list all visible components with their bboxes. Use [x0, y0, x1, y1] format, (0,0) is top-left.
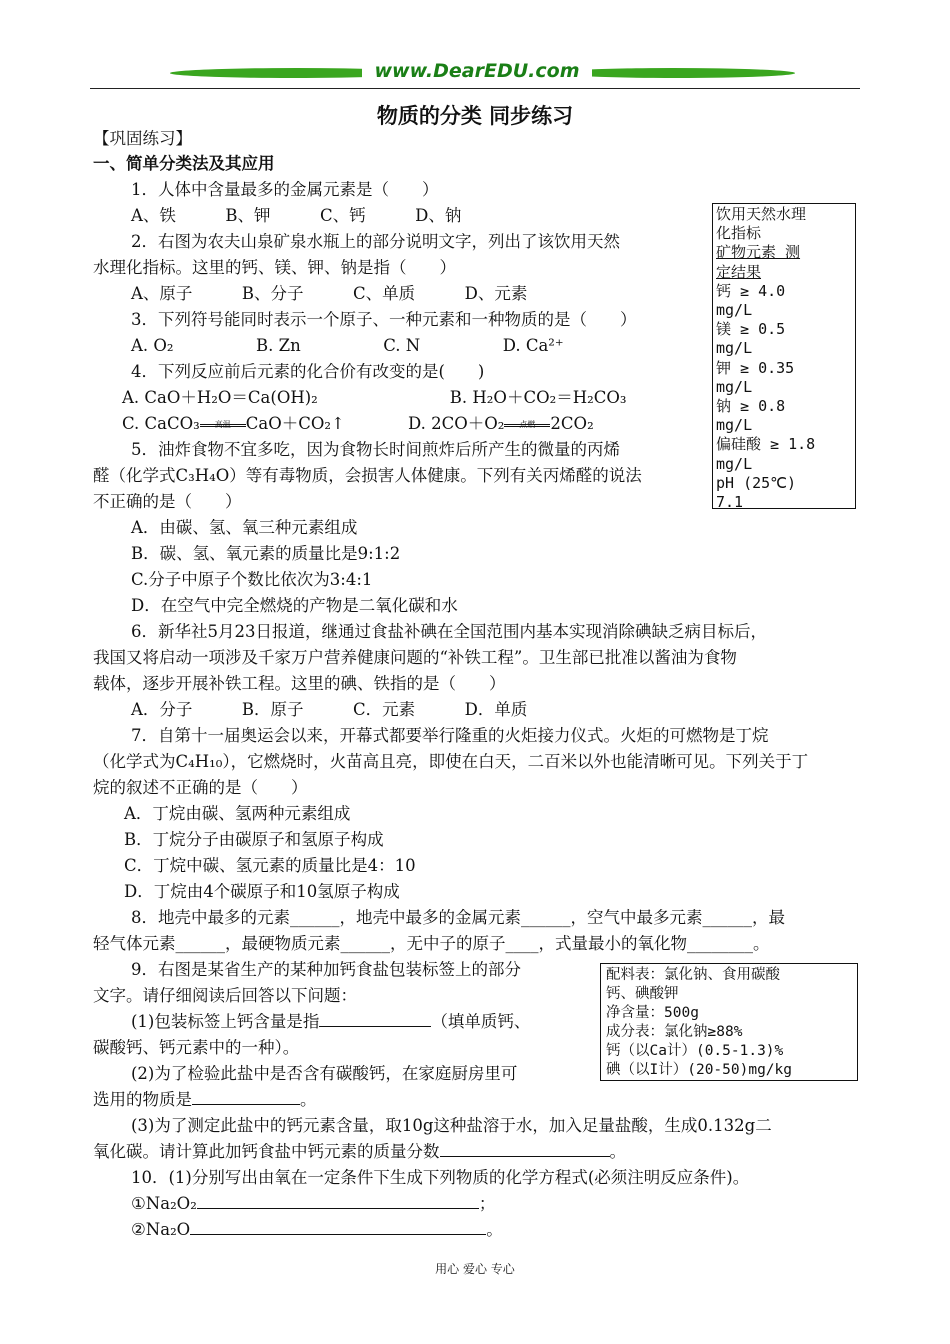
- answer-blank-9-1[interactable]: [319, 1012, 431, 1027]
- question-5-cont: 醛（化学式C₃H₄O）等有毒物质，会损害人体健康。下列有关丙烯醛的说法: [93, 466, 642, 485]
- question-7: 7．自第十一届奥运会以来，开幕式都要举行隆重的火炬接力仪式。火炬的可燃物是丁烷: [131, 726, 769, 745]
- question-7-cont2: 烷的叙述不正确的是（ ）: [93, 778, 308, 797]
- water-label-box: 饮用天然水理 化指标 矿物元素 测 定结果 钙 ≥ 4.0 mg/L 镁 ≥ 0.5 mg/L 钾 ≥ 0.35 mg/L 钠 ≥ 0.8 mg/L 偏硅酸 ≥ 1.8 mg/L pH (25℃) 7.1: [712, 203, 856, 509]
- question-7-option-d: D．丁烷由4个碳原子和10氢原子构成: [124, 882, 400, 901]
- question-10-item-1: ①Na₂O₂ ；: [131, 1194, 496, 1213]
- question-5-option-c: C.分子中原子个数比依次为3:4:1: [131, 570, 373, 589]
- question-7-option-b: B．丁烷分子由碳原子和氢原子构成: [124, 830, 384, 849]
- question-1: 1．人体中含量最多的金属元素是（ ）: [131, 180, 439, 199]
- question-3-options: A. O₂ B. Zn C. N D. Ca²⁺: [131, 336, 564, 355]
- question-6-options: A．分子 B．原子 C．元素 D．单质: [131, 700, 528, 719]
- salt-label-box: 配料表：氯化钠、食用碳酸 钙、碘酸钾 净含量：500g 成分表：氯化钠≥88% 钙（以Ca计）(0.5-1.3)% 碘（以I计）(20-50)mg/kg: [600, 963, 858, 1081]
- question-2-cont: 水理化指标。这里的钙、镁、钾、钠是指（ ）: [93, 258, 456, 277]
- question-10-item-2: ②Na₂O 。: [131, 1220, 503, 1239]
- question-3: 3．下列符号能同时表示一个原子、一种元素和一种物质的是（ ）: [131, 310, 637, 329]
- question-6: 6．新华社5月23日报道，继通过食盐补碘在全国范围内基本实现消除碘缺乏病目标后，: [131, 622, 767, 641]
- question-9-cont: 文字。请仔细阅读后回答以下问题：: [93, 986, 357, 1005]
- answer-blank-9-3[interactable]: [440, 1142, 610, 1157]
- header-rule: [90, 88, 860, 89]
- question-9-part-1-cont: 碳酸钙、钙元素中的一种）。: [93, 1038, 300, 1057]
- question-9: 9．右图是某省生产的某种加钙食盐包装标签上的部分: [131, 960, 521, 979]
- high-temp-arrow: 高温: [200, 419, 246, 431]
- question-9-part-2: (2)为了检验此盐中是否含有碳酸钙，在家庭厨房里可: [131, 1064, 518, 1083]
- answer-blank-10-1[interactable]: [197, 1194, 479, 1209]
- question-4: 4．下列反应前后元素的化合价有改变的是( ): [131, 362, 485, 381]
- question-4-options-ab: A. CaO＋H₂O＝Ca(OH)₂ B. H₂O＋CO₂＝H₂CO₃: [122, 388, 627, 407]
- question-7-option-a: A．丁烷由碳、氢两种元素组成: [124, 804, 351, 823]
- question-6-cont2: 载体，逐步开展补铁工程。这里的碘、铁指的是（ ）: [93, 674, 506, 693]
- answer-blank-9-2[interactable]: [192, 1090, 300, 1105]
- question-2: 2．右图为农夫山泉矿泉水瓶上的部分说明文字，列出了该饮用天然: [131, 232, 620, 251]
- question-9-part-3: (3)为了测定此盐中的钙元素含量，取10g这种盐溶于水，加入足量盐酸，生成0.132g二: [131, 1116, 772, 1135]
- question-4-option-c: C. CaCO₃ 高温 CaO＋CO₂↑: [122, 414, 345, 433]
- question-5-cont2: 不正确的是（ ）: [93, 492, 242, 511]
- section-label: 【巩固练习】: [93, 129, 192, 148]
- site-logo: www.DearEDU.com: [362, 60, 592, 82]
- answer-blank-10-2[interactable]: [190, 1220, 486, 1235]
- question-7-cont: （化学式为C₄H₁₀），它燃烧时，火苗高且亮，即使在白天，二百米以外也能清晰可见。下列关于丁: [93, 752, 809, 771]
- section-heading: 一、简单分类法及其应用: [93, 154, 275, 173]
- question-9-part-1: (1)包装标签上钙含量是指 （填单质钙、: [131, 1012, 531, 1031]
- question-2-options: A、原子 B、分子 C、单质 D、元素: [131, 284, 528, 303]
- question-10: 10．(1)分别写出由氧在一定条件下生成下列物质的化学方程式(必须注明反应条件)。: [131, 1168, 750, 1187]
- question-9-part-2-cont: 选用的物质是 。: [93, 1090, 317, 1109]
- question-5-option-a: A．由碳、氢、氧三种元素组成: [131, 518, 358, 537]
- question-1-options: A、铁 B、钾 C、钙 D、钠: [131, 206, 462, 225]
- page-footer: 用心 爱心 专心: [435, 1262, 515, 1276]
- question-4-option-d: D. 2CO＋O₂ 点燃 2CO₂: [408, 414, 594, 433]
- question-9-part-3-cont: 氧化碳。请计算此加钙食盐中钙元素的质量分数 。: [93, 1142, 626, 1161]
- ignite-arrow: 点燃: [504, 419, 550, 431]
- question-5-option-b: B．碳、氢、氧元素的质量比是9:1:2: [131, 544, 401, 563]
- question-5-option-d: D．在空气中完全燃烧的产物是二氧化碳和水: [131, 596, 458, 615]
- question-7-option-c: C．丁烷中碳、氢元素的质量比是4：10: [124, 856, 416, 875]
- page-header: [90, 62, 860, 94]
- question-8-cont: 轻气体元素______，最硬物质元素______，无中子的原子____，式量最小的氧化物________。: [93, 934, 770, 953]
- page-title: 物质的分类 同步练习: [376, 104, 574, 128]
- question-5: 5．油炸食物不宜多吃，因为食物长时间煎炸后所产生的微量的丙烯: [131, 440, 620, 459]
- question-8: 8．地壳中最多的元素______，地壳中最多的金属元素______，空气中最多元素______，最: [131, 908, 785, 927]
- question-6-cont: 我国又将启动一项涉及千家万户营养健康问题的“补铁工程”。卫生部已批准以酱油为食物: [93, 648, 737, 667]
